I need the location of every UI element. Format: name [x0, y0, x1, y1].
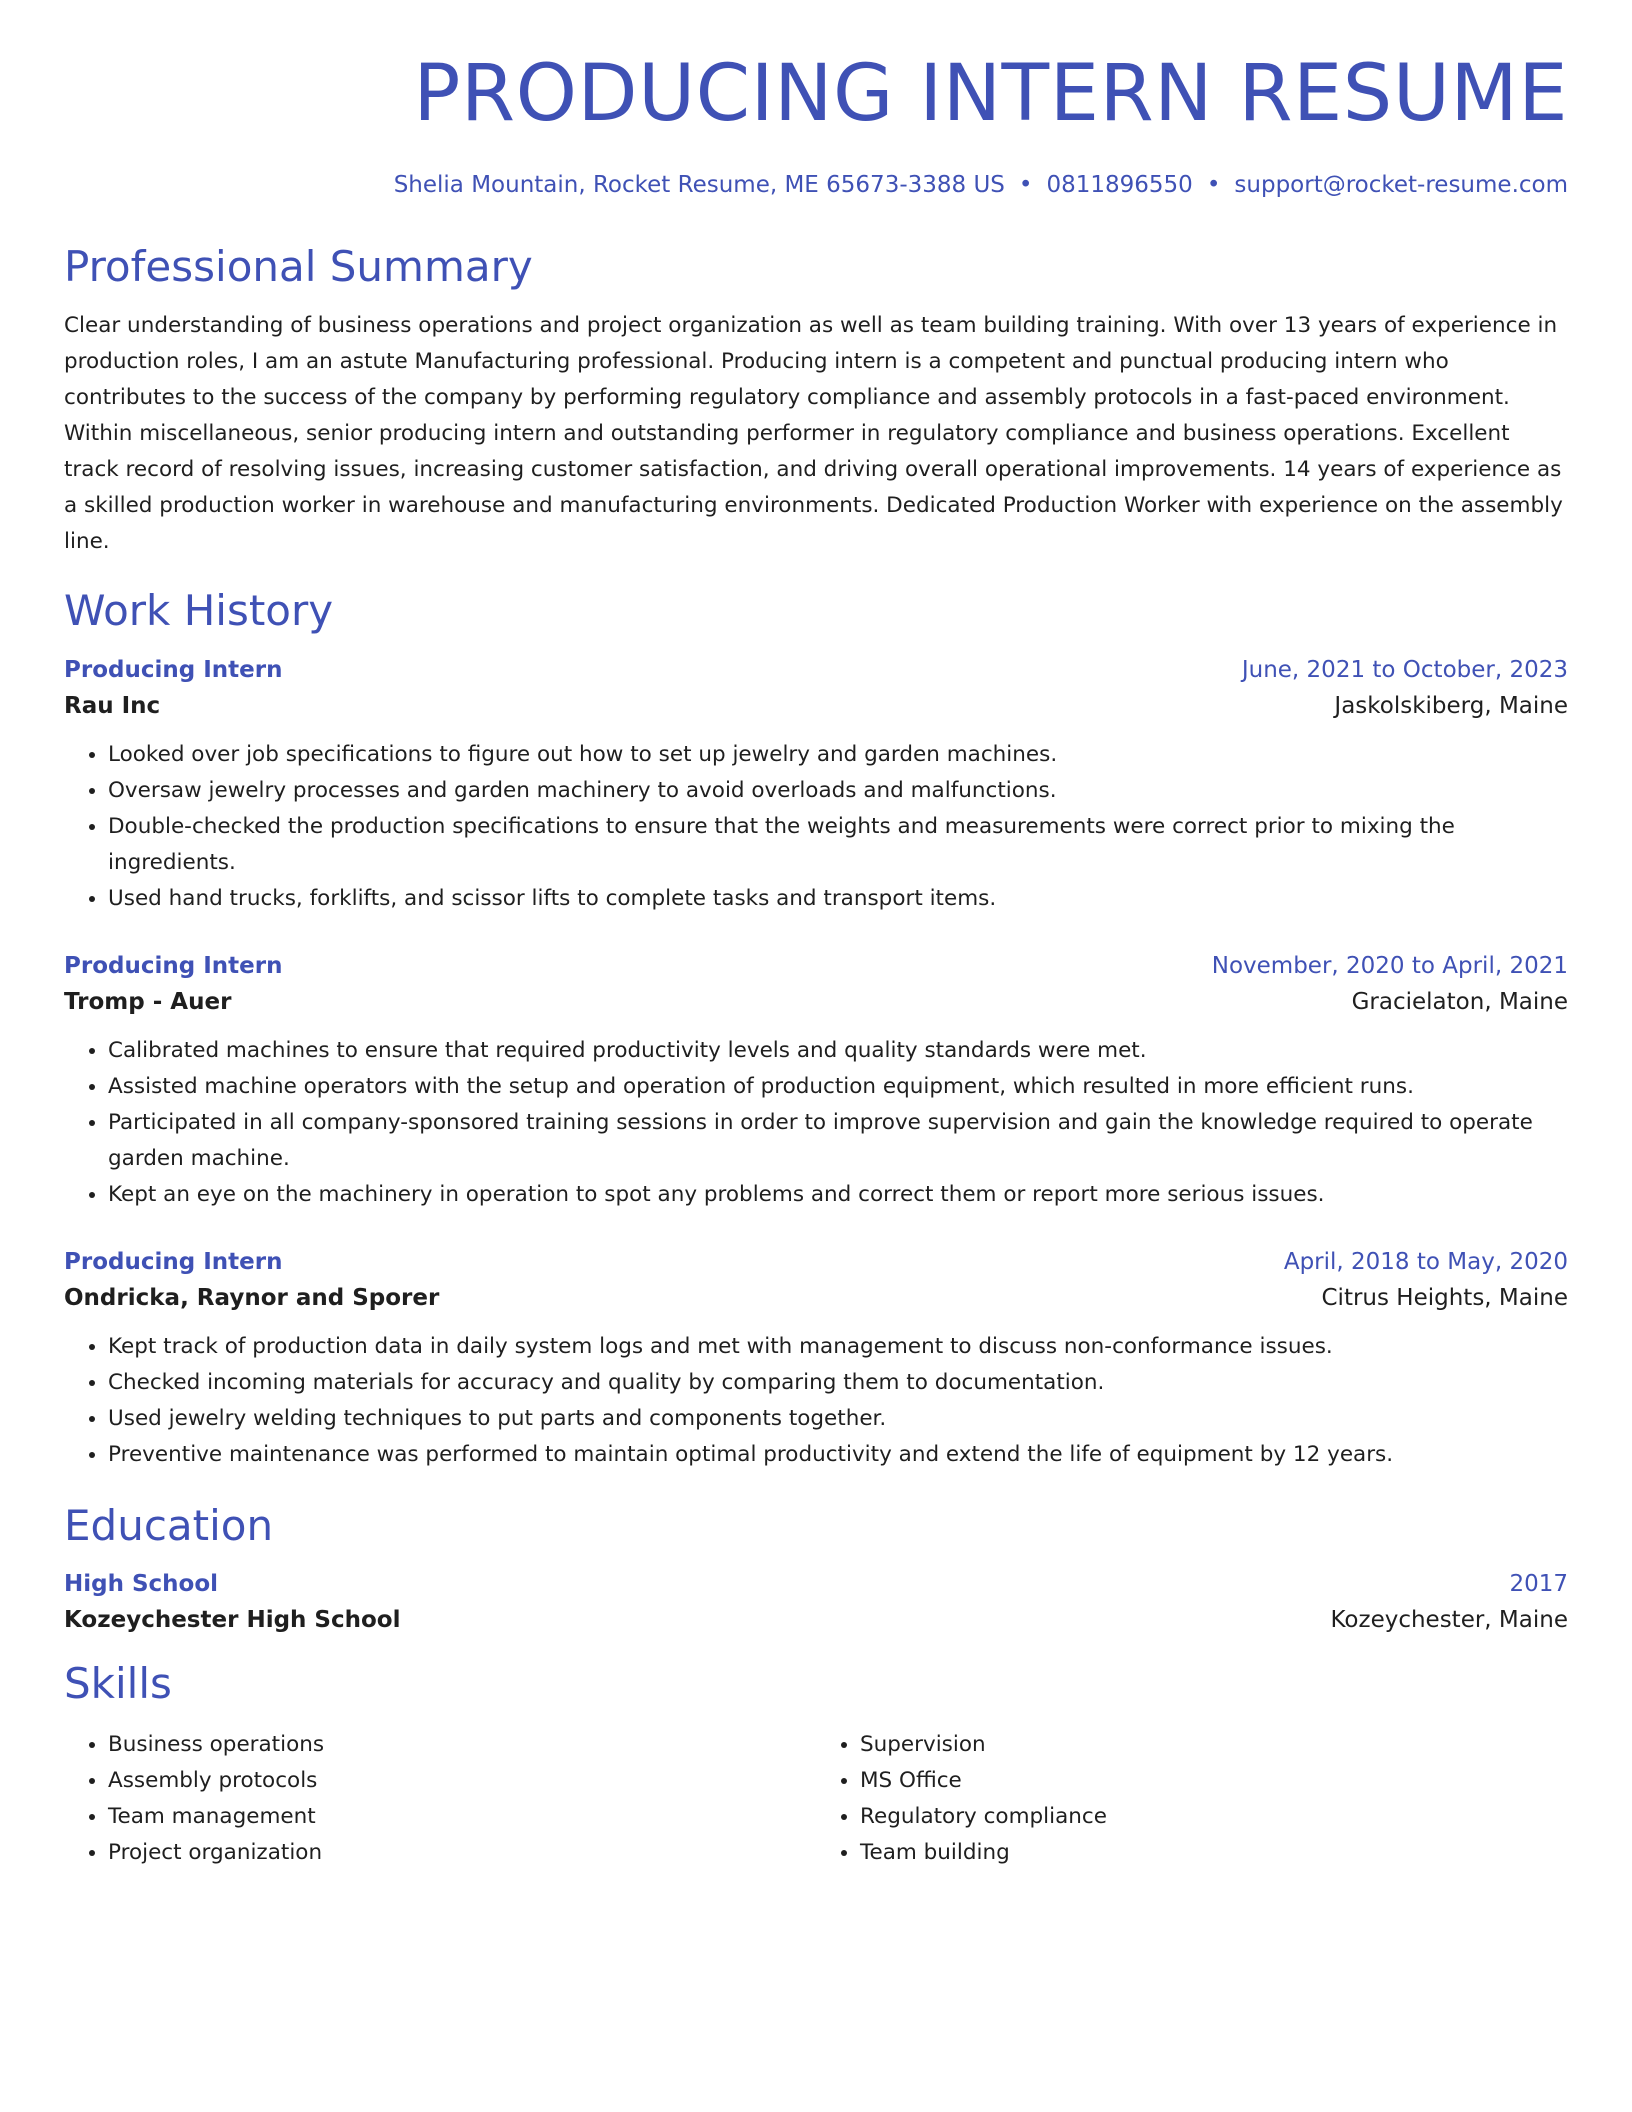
- job-company-row: [64, 989, 1568, 1015]
- job-entry: [64, 1249, 1568, 1473]
- education-school: Kozeychester High School: [64, 1606, 401, 1633]
- job-bullet: • Preventive maintenance was performed to maintain optimal productivity and extend the life of equipment by 12 years.: [108, 1437, 1568, 1473]
- skill-item: • Project organization: [108, 1835, 816, 1871]
- contact-address: Shelia Mountain, Rocket Resume, ME 65673-3388 US: [393, 171, 1005, 198]
- skill-item: • Assembly protocols: [108, 1763, 816, 1799]
- education-location: Kozeychester, Maine: [1330, 1606, 1568, 1633]
- education-header-row: [64, 1571, 1568, 1597]
- education-year: 2017: [1509, 1570, 1568, 1597]
- skills-list: [816, 1727, 1568, 1871]
- job-title: Producing Intern: [64, 1248, 283, 1275]
- job-entry: [64, 657, 1568, 917]
- skill-item: • Team management: [108, 1799, 816, 1835]
- skills-column-left: [64, 1727, 816, 1871]
- job-bullet: • Assisted machine operators with the setup and operation of production equipment, which resulted in more efficient runs.: [108, 1069, 1568, 1105]
- job-header-row: [64, 1249, 1568, 1275]
- contact-separator: •: [1018, 171, 1033, 198]
- job-bullet: • Oversaw jewelry processes and garden machinery to avoid overloads and malfunctions.: [108, 773, 1568, 809]
- job-bullet: • Looked over job specifications to figure out how to set up jewelry and garden machines.: [108, 737, 1568, 773]
- job-location: Citrus Heights, Maine: [1321, 1284, 1568, 1311]
- job-title: Producing Intern: [64, 952, 283, 979]
- job-entry: [64, 953, 1568, 1213]
- summary-text: Clear understanding of business operations and project organization as well as team building training. With over 13 years of experience in production roles, I am an astute Manufacturing professional. Producing intern is a competent and punctual producing intern who contributes to the success of the company by performing regulatory compliance and assembly protocols in a fast-paced environment. Within miscellaneous, senior producing intern and outstanding performer in regulatory compliance and business operations. Excellent track record of resolving issues, increasing customer satisfaction, and driving overall operational improvements. 14 years of experience as a skilled production worker in warehouse and manufacturing environments. Dedicated Production Worker with experience on the assembly line.: [64, 313, 1563, 555]
- job-dates: April, 2018 to May, 2020: [1283, 1248, 1568, 1275]
- contact-line: [64, 172, 1568, 198]
- summary-section: [64, 242, 1568, 560]
- education-degree: High School: [64, 1570, 219, 1597]
- job-bullet: • Participated in all company-sponsored training sessions in order to improve supervision and gain the knowledge required to operate garden machine.: [108, 1105, 1568, 1177]
- work-history-heading: Work History: [64, 586, 334, 636]
- contact-phone: 0811896550: [1046, 171, 1193, 198]
- job-bullet: • Kept an eye on the machinery in operation to spot any problems and correct them or report more serious issues.: [108, 1177, 1568, 1213]
- skills-list: [64, 1727, 816, 1871]
- education-school-row: [64, 1607, 1568, 1633]
- skills-column-right: [816, 1727, 1568, 1871]
- job-header-row: [64, 953, 1568, 979]
- job-company-row: [64, 1285, 1568, 1311]
- job-bullet: • Checked incoming materials for accuracy and quality by comparing them to documentation.: [108, 1365, 1568, 1401]
- job-bullet: • Used jewelry welding techniques to put parts and components together.: [108, 1401, 1568, 1437]
- skills-heading: Skills: [64, 1658, 172, 1708]
- work-history-section: [64, 586, 1568, 1472]
- skill-item: • Business operations: [108, 1727, 816, 1763]
- job-bullet: • Kept track of production data in daily system logs and met with management to discuss non-conformance issues.: [108, 1329, 1568, 1365]
- contact-separator: •: [1206, 171, 1221, 198]
- education-heading: Education: [64, 1500, 274, 1550]
- job-dates: November, 2020 to April, 2021: [1211, 952, 1568, 979]
- job-bullets: [64, 737, 1568, 917]
- job-dates: June, 2021 to October, 2023: [1241, 656, 1568, 683]
- skills-grid: [64, 1727, 1568, 1871]
- job-bullet: • Double-checked the production specifications to ensure that the weights and measurements were correct prior to mixing the ingredients.: [108, 809, 1568, 881]
- job-company: Ondricka, Raynor and Sporer: [64, 1284, 440, 1311]
- job-company: Rau Inc: [64, 692, 161, 719]
- job-company: Tromp - Auer: [64, 988, 232, 1015]
- job-bullet: • Used hand trucks, forklifts, and scissor lifts to complete tasks and transport items.: [108, 881, 1568, 917]
- job-bullets: [64, 1033, 1568, 1213]
- resume-title: PRODUCING INTERN RESUME: [413, 49, 1568, 139]
- job-bullets: [64, 1329, 1568, 1473]
- education-entry: [64, 1571, 1568, 1633]
- education-section: [64, 1501, 1568, 1633]
- summary-heading: Professional Summary: [64, 241, 533, 291]
- skill-item: • MS Office: [860, 1763, 1568, 1799]
- job-company-row: [64, 693, 1568, 719]
- job-header-row: [64, 657, 1568, 683]
- skill-item: • Regulatory compliance: [860, 1799, 1568, 1835]
- job-bullet: • Calibrated machines to ensure that required productivity levels and quality standards were met.: [108, 1033, 1568, 1069]
- skills-section: [64, 1659, 1568, 1871]
- contact-email: support@rocket-resume.com: [1234, 171, 1568, 198]
- job-location: Gracielaton, Maine: [1351, 988, 1568, 1015]
- job-title: Producing Intern: [64, 656, 283, 683]
- skill-item: • Supervision: [860, 1727, 1568, 1763]
- job-location: Jaskolskiberg, Maine: [1334, 692, 1568, 719]
- skill-item: • Team building: [860, 1835, 1568, 1871]
